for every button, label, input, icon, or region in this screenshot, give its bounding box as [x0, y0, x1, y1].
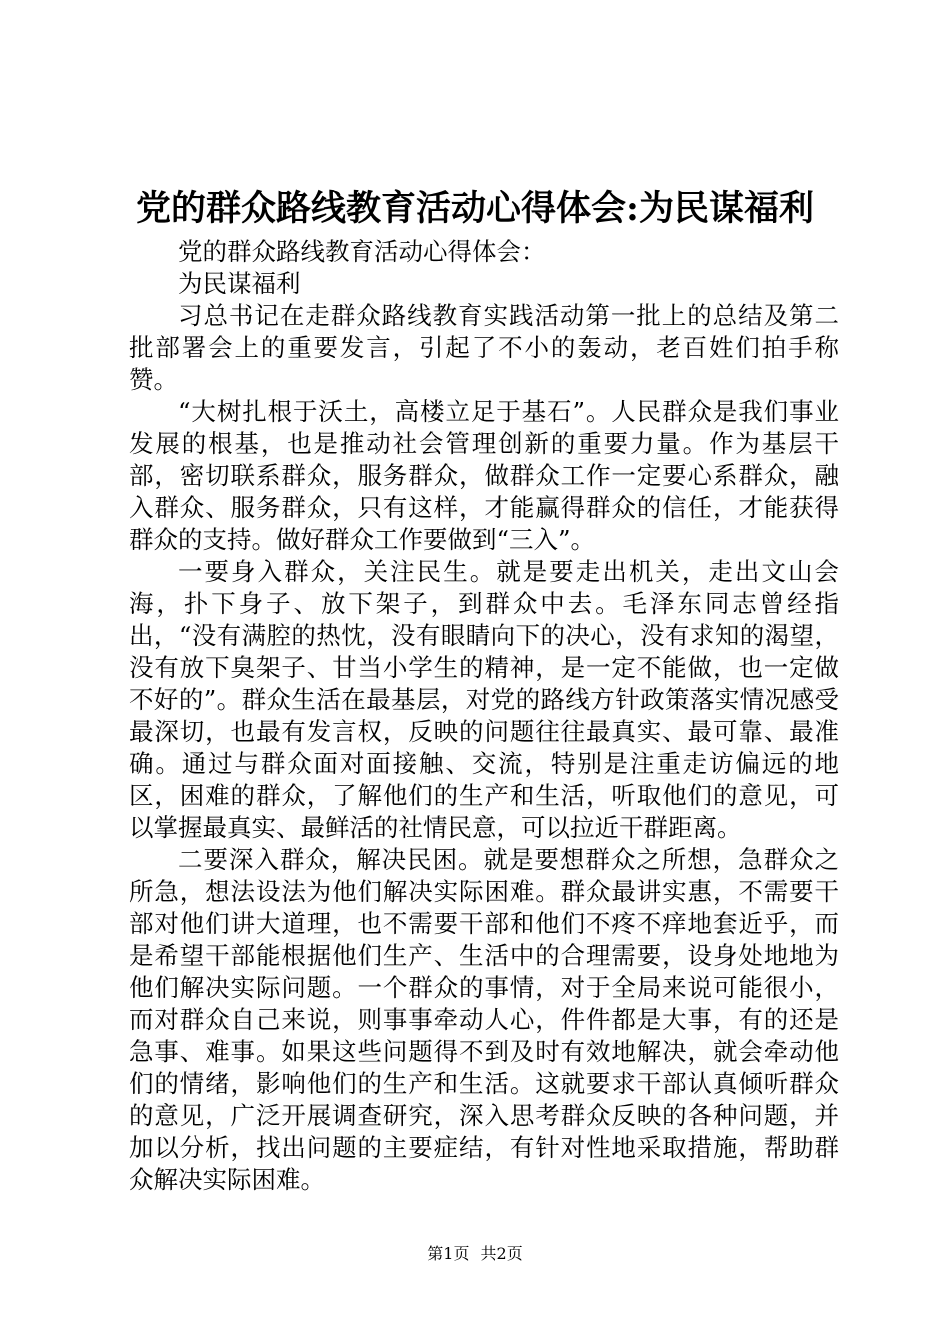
paragraph-second-point: 二要深入群众，解决民困。就是要想群众之所想，急群众之所急，想法设法为他们解决实际困难。群众最讲实惠，不需要干部对他们讲大道理，也不需要干部和他们不疼不痒地套近乎，而是希望干部能根据他们生产、生活中的合理需要，设身处地地为他们解决实际问题。一个群众的事情，对于全局来说可能很小，而对群众自己来说，则事事牵动人心，件件都是大事，有的还是急事、难事。如果这些问题得不到及时有效地解决，就会牵动他们的情绪，影响他们的生产和生活。这就要求干部认真倾听群众的意见，广泛开展调查研究，深入思考群众反映的各种问题，并加以分析，找出问题的主要症结，有针对性地采取措施，帮助群众解决实际困难。: [129, 845, 839, 1194]
paragraph-intro: 习总书记在走群众路线教育实践活动第一批上的总结及第二批部署会上的重要发言，引起了不小的轰动，老百姓们拍手称赞。: [129, 301, 839, 394]
page-footer: [0, 1243, 950, 1265]
document-title: 党的群众路线教育活动心得体会:为民谋福利: [136, 188, 814, 229]
document-body: [129, 236, 839, 1196]
paragraph-foundation: “大树扎根于沃土，高楼立足于基石”。人民群众是我们事业发展的根基，也是推动社会管理创新的重要力量。作为基层干部，密切联系群众，服务群众，做群众工作一定要心系群众，融入群众、服务群众，只有这样，才能赢得群众的信任，才能获得群众的支持。做好群众工作要做到“三入”。: [129, 397, 839, 554]
paragraph-subtitle-line1: 党的群众路线教育活动心得体会：: [178, 237, 546, 266]
page-number-current: 第1页: [427, 1244, 470, 1263]
paragraph-first-point: 一要身入群众，关注民生。就是要走出机关，走出文山会海，扑下身子、放下架子，到群众中去。毛泽东同志曾经指出，“没有满腔的热忱，没有眼睛向下的决心，没有求知的渴望，没有放下臭架子、甘当小学生的精神，是一定不能做，也一定做不好的”。群众生活在最基层，对党的路线方针政策落实情况感受最深切，也最有发言权，反映的问题往往最真实、最可靠、最准确。通过与群众面对面接触、交流，特别是注重走访偏远的地区，困难的群众，了解他们的生产和生活，听取他们的意见，可以掌握最真实、最鲜活的社情民意，可以拉近干群距离。: [129, 557, 839, 842]
page-number-total: 共2页: [480, 1244, 523, 1263]
paragraph-subtitle-line2: 为民谋福利: [178, 269, 301, 298]
